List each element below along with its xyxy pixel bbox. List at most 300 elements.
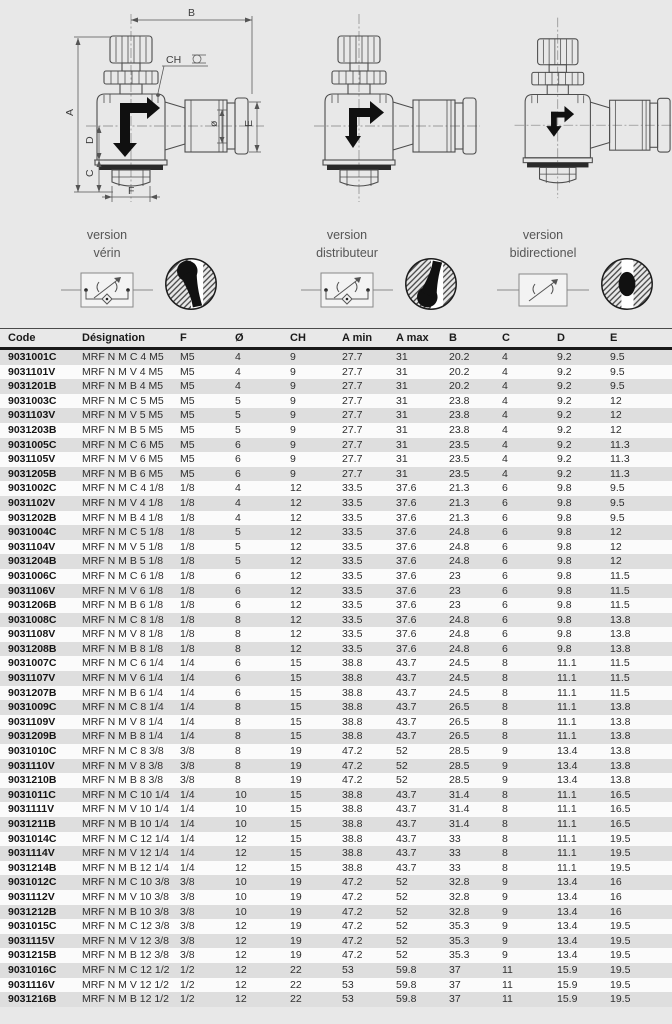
table-cell: 9031209B <box>8 730 57 743</box>
table-cell: 43.7 <box>396 832 417 845</box>
table-cell: 15 <box>290 861 302 874</box>
table-cell: 27.7 <box>342 409 363 422</box>
table-cell: 22 <box>290 978 302 991</box>
table-cell: 1/4 <box>180 730 195 743</box>
table-cell: 9031216B <box>8 993 57 1006</box>
table-cell: 31.4 <box>449 803 470 816</box>
table-cell: 15 <box>290 818 302 830</box>
table-cell: 11.3 <box>610 467 630 480</box>
table-cell: 13.4 <box>557 934 578 947</box>
table-cell: 15.9 <box>557 978 578 991</box>
table-cell: 1/8 <box>180 584 195 597</box>
table-cell: 4 <box>502 438 508 451</box>
table-cell: 3/8 <box>180 934 195 947</box>
table-cell: 4 <box>502 409 508 422</box>
table-cell: 59.8 <box>396 978 417 991</box>
col-header-c: C <box>502 329 557 349</box>
table-cell: 9031106V <box>8 584 56 597</box>
table-cell: 11.1 <box>557 803 577 816</box>
dim-c <box>84 160 102 192</box>
table-cell: 8 <box>502 715 508 728</box>
table-cell: 11.1 <box>557 672 577 685</box>
table-cell: 16 <box>610 890 622 903</box>
table-cell: 27.7 <box>342 380 363 393</box>
table-cell: MRF N M B 8 3/8 <box>82 774 164 787</box>
table-cell: 11.5 <box>610 584 630 597</box>
table-cell: 31 <box>396 423 408 436</box>
table-cell: 31.4 <box>449 788 470 801</box>
table-cell: MRF N M B 12 1/2 <box>82 993 169 1006</box>
table-cell: MRF N M C 4 1/8 <box>82 482 164 495</box>
table-cell: 9.2 <box>557 380 572 393</box>
table-cell: 43.7 <box>396 818 417 830</box>
table-cell: 1/4 <box>180 803 195 816</box>
table-cell: 8 <box>502 803 508 816</box>
table-cell: MRF N M B 12 3/8 <box>82 949 169 962</box>
table-cell: 8 <box>235 715 241 728</box>
table-cell: 15.9 <box>557 993 578 1006</box>
table-cell: 3/8 <box>180 949 195 962</box>
table-cell: 9.8 <box>557 540 572 553</box>
table-cell: 10 <box>235 788 247 801</box>
table-cell: 6 <box>235 584 241 597</box>
table-cell: 11 <box>502 978 513 991</box>
table-cell: 37.6 <box>396 628 417 641</box>
table-cell: 9031005C <box>8 438 57 451</box>
section-view-verin-icon <box>163 256 219 312</box>
table-cell: MRF N M B 8 1/8 <box>82 642 164 655</box>
table-cell: 9031115V <box>8 934 55 947</box>
table-cell: 19.5 <box>610 847 631 860</box>
dim-f <box>102 185 160 202</box>
table-cell: 12 <box>610 526 622 539</box>
table-cell: 9031003C <box>8 394 57 407</box>
table-cell: 1/8 <box>180 540 195 553</box>
table-cell: 16.5 <box>610 818 631 830</box>
table-cell: 9.8 <box>557 496 572 509</box>
table-cell: M5 <box>180 423 195 436</box>
table-cell: 43.7 <box>396 686 417 699</box>
table-row <box>0 861 672 876</box>
table-cell: 1/8 <box>180 555 195 568</box>
table-cell: 38.8 <box>342 803 363 816</box>
dim-diameter <box>208 110 227 143</box>
table-cell: 13.4 <box>557 745 578 758</box>
svg-text:F: F <box>128 185 135 197</box>
table-cell: 9 <box>290 394 296 407</box>
table-cell: 47.2 <box>342 949 363 962</box>
table-cell: 8 <box>235 730 241 743</box>
table-cell: 9031201B <box>8 380 57 393</box>
table-cell: MRF N M V 8 3/8 <box>82 759 164 772</box>
table-cell: 4 <box>502 365 508 378</box>
table-cell: 52 <box>396 934 408 947</box>
table-cell: MRF N M V 12 1/4 <box>82 847 169 860</box>
table-cell: 6 <box>235 672 241 685</box>
version-distributeur-label: version distributeur <box>316 227 378 260</box>
table-cell: 9 <box>502 890 508 903</box>
table-cell: 9.5 <box>610 380 625 393</box>
table-cell: 19 <box>290 759 302 772</box>
table-cell: 22 <box>290 963 302 976</box>
table-cell: 8 <box>502 686 508 699</box>
table-cell: 13.4 <box>557 949 578 962</box>
table-row <box>0 759 672 774</box>
table-cell: 23.5 <box>449 438 470 451</box>
table-cell: 53 <box>342 978 354 991</box>
table-cell: 19 <box>290 890 302 903</box>
table-cell: 16.5 <box>610 803 631 816</box>
dim-b <box>131 7 252 94</box>
table-cell: 43.7 <box>396 847 417 860</box>
table-cell: 9031002C <box>8 482 57 495</box>
table-cell: 11.1 <box>557 686 577 699</box>
table-cell: 3/8 <box>180 890 195 903</box>
table-cell: 53 <box>342 993 354 1006</box>
table-cell: 10 <box>235 890 247 903</box>
table-cell: 19 <box>290 934 302 947</box>
table-row <box>0 948 672 963</box>
table-cell: 21.3 <box>449 482 470 495</box>
table-cell: 9.5 <box>610 365 625 378</box>
table-cell: 13.8 <box>610 628 631 641</box>
table-cell: 27.7 <box>342 423 363 436</box>
dim-e <box>243 102 261 152</box>
table-cell: 9031103V <box>8 409 56 422</box>
table-cell: 37 <box>449 963 461 976</box>
table-cell: 12 <box>235 949 247 962</box>
table-cell: 1/8 <box>180 628 195 641</box>
table-cell: 8 <box>502 701 508 714</box>
table-cell: 9031206B <box>8 599 57 612</box>
table-cell: M5 <box>180 394 195 407</box>
table-cell: 8 <box>502 832 508 845</box>
table-cell: 33.5 <box>342 540 363 553</box>
table-cell: 9 <box>502 876 508 889</box>
table-cell: MRF N M C 5 M5 <box>82 394 164 407</box>
table-cell: 15 <box>290 701 302 714</box>
table-cell: 9031108V <box>8 628 56 641</box>
table-cell: 1/8 <box>180 569 195 582</box>
table-cell: 31 <box>396 453 408 466</box>
version-verin-label: version vérin <box>86 227 128 260</box>
table-cell: 52 <box>396 890 408 903</box>
table-row <box>0 452 672 467</box>
table-cell: 47.2 <box>342 920 363 933</box>
table-cell: 11.5 <box>610 599 630 612</box>
table-cell: 9031011C <box>8 788 56 801</box>
table-row <box>0 832 672 847</box>
table-cell: 12 <box>290 496 302 509</box>
table-row <box>0 349 672 365</box>
table-cell: M5 <box>180 351 195 363</box>
table-cell: MRF N M V 6 M5 <box>82 453 164 466</box>
table-cell: 8 <box>502 730 508 743</box>
table-cell: 9031015C <box>8 920 57 933</box>
table-cell: 59.8 <box>396 963 417 976</box>
table-cell: 9 <box>290 365 296 378</box>
table-cell: 6 <box>235 467 241 480</box>
table-cell: 15 <box>290 715 302 728</box>
table-cell: M5 <box>180 438 195 451</box>
table-cell: MRF N M V 10 3/8 <box>82 890 169 903</box>
table-cell: 9031210B <box>8 774 57 787</box>
table-cell: 6 <box>502 599 508 612</box>
version-bidirectionel <box>480 212 672 312</box>
table-cell: 8 <box>502 672 508 685</box>
table-cell: 24.8 <box>449 526 470 539</box>
table-cell: 12 <box>235 934 247 947</box>
table-cell: 10 <box>235 803 247 816</box>
table-cell: 33 <box>449 847 461 860</box>
table-cell: 32.8 <box>449 905 470 918</box>
table-cell: 9 <box>502 949 508 962</box>
table-cell: 37.6 <box>396 482 417 495</box>
table-cell: 13.4 <box>557 774 578 787</box>
table-row <box>0 700 672 715</box>
table-row <box>0 379 672 394</box>
flow-arrow-down-icon <box>113 97 160 157</box>
table-cell: 10 <box>235 876 247 889</box>
table-cell: 5 <box>235 394 241 407</box>
table-cell: 9031004C <box>8 526 57 539</box>
table-cell: 9031014C <box>8 832 57 845</box>
drawing-bidirectionel <box>480 6 672 208</box>
table-cell: 24.8 <box>449 613 470 626</box>
table-cell: 19 <box>290 876 302 889</box>
table-cell: 9.8 <box>557 526 572 539</box>
table-cell: 9031101V <box>8 365 56 378</box>
table-cell: 20.2 <box>449 351 470 363</box>
table-cell: 33.5 <box>342 599 363 612</box>
table-cell: 52 <box>396 759 408 772</box>
table-cell: 22 <box>290 993 302 1006</box>
table-cell: 9.2 <box>557 438 572 451</box>
table-cell: 33.5 <box>342 482 363 495</box>
table-cell: MRF N M V 6 1/4 <box>82 672 164 685</box>
table-cell: 6 <box>235 599 241 612</box>
table-row <box>0 613 672 628</box>
table-row <box>0 671 672 686</box>
table-cell: 8 <box>502 847 508 860</box>
table-cell: 43.7 <box>396 803 417 816</box>
table-cell: 12 <box>610 555 622 568</box>
table-body <box>0 349 672 1007</box>
table-cell: 6 <box>502 584 508 597</box>
table-row <box>0 963 672 978</box>
table-cell: 12 <box>290 569 302 582</box>
col-header-designation: Désignation <box>82 329 180 349</box>
table-cell: 23.5 <box>449 467 470 480</box>
table-cell: 38.8 <box>342 847 363 860</box>
table-cell: MRF N M B 10 3/8 <box>82 905 169 918</box>
table-cell: 38.8 <box>342 832 363 845</box>
table-cell: 1/8 <box>180 599 195 612</box>
col-header-a-min: A min <box>342 329 396 349</box>
table-cell: 3/8 <box>180 759 195 772</box>
col-header-diameter: Ø <box>235 329 290 349</box>
table-cell: 9 <box>502 905 508 918</box>
table-cell: 38.8 <box>342 701 363 714</box>
table-cell: MRF N M B 12 1/4 <box>82 861 169 874</box>
col-header-ch: CH <box>290 329 342 349</box>
table-row <box>0 978 672 993</box>
table-cell: MRF N M C 8 1/8 <box>82 613 164 626</box>
table-cell: 52 <box>396 774 408 787</box>
table-cell: 26.5 <box>449 715 470 728</box>
table-cell: 37.6 <box>396 613 417 626</box>
table-cell: 11.5 <box>610 672 630 685</box>
table-cell: MRF N M C 10 3/8 <box>82 876 170 889</box>
table-cell: MRF N M B 4 1/8 <box>82 511 164 524</box>
table-cell: 11.1 <box>557 847 577 860</box>
table-cell: 19 <box>290 774 302 787</box>
table-cell: 1/2 <box>180 978 195 991</box>
table-cell: 13.4 <box>557 905 578 918</box>
table-cell: MRF N M C 6 1/8 <box>82 569 164 582</box>
table-cell: 31 <box>396 409 408 422</box>
table-cell: 11 <box>502 993 513 1006</box>
table-cell: 37.6 <box>396 599 417 612</box>
table-cell: 1/4 <box>180 788 195 801</box>
table-row <box>0 905 672 920</box>
table-cell: 28.5 <box>449 745 470 758</box>
table-cell: 5 <box>235 526 241 539</box>
table-cell: 8 <box>502 818 508 830</box>
table-cell: 1/8 <box>180 496 195 509</box>
table-cell: 24.8 <box>449 540 470 553</box>
table-cell: 11.1 <box>557 715 577 728</box>
table-cell: 21.3 <box>449 511 470 524</box>
table-cell: MRF N M C 8 3/8 <box>82 745 164 758</box>
table-cell: 19 <box>290 920 302 933</box>
table-row <box>0 919 672 934</box>
flow-arrow-right-icon <box>345 101 384 148</box>
table-cell: 19.5 <box>610 934 631 947</box>
table-cell: 13.8 <box>610 701 631 714</box>
table-cell: 23 <box>449 599 461 612</box>
table-cell: 9.2 <box>557 351 572 363</box>
table-cell: 4 <box>502 423 508 436</box>
table-cell: 33.5 <box>342 584 363 597</box>
table-cell: 13.8 <box>610 745 631 758</box>
table-cell: 33.5 <box>342 511 363 524</box>
table-cell: 1/2 <box>180 963 195 976</box>
svg-text:D: D <box>84 136 96 144</box>
table-cell: 6 <box>235 657 241 670</box>
table-cell: 12 <box>290 511 302 524</box>
table-cell: 43.7 <box>396 788 417 801</box>
table-cell: 1/4 <box>180 672 195 685</box>
table-cell: 27.7 <box>342 351 363 363</box>
table-cell: MRF N M V 10 1/4 <box>82 803 169 816</box>
table-cell: 1/8 <box>180 642 195 655</box>
table-cell: 12 <box>290 555 302 568</box>
table-row <box>0 788 672 803</box>
technical-drawings <box>0 0 672 208</box>
table-cell: M5 <box>180 409 195 422</box>
section-view-bidirectionel-icon <box>599 256 655 312</box>
table-cell: 9 <box>290 423 296 436</box>
table-cell: 37.6 <box>396 555 417 568</box>
table-row <box>0 890 672 905</box>
table-cell: 52 <box>396 920 408 933</box>
table-cell: 12 <box>610 394 622 407</box>
table-cell: 4 <box>502 453 508 466</box>
table-cell: 9031204B <box>8 555 57 568</box>
table-cell: 32.8 <box>449 890 470 903</box>
table-cell: 12 <box>290 540 302 553</box>
table-cell: 9.5 <box>610 482 625 495</box>
table-cell: 26.5 <box>449 701 470 714</box>
table-cell: 31 <box>396 394 408 407</box>
table-cell: 9.8 <box>557 599 572 612</box>
table-cell: 9031203B <box>8 423 57 436</box>
table-cell: MRF N M C 5 1/8 <box>82 526 164 539</box>
table-cell: 23 <box>449 569 461 582</box>
table-cell: 12 <box>290 482 302 495</box>
table-cell: 9031016C <box>8 963 57 976</box>
table-row <box>0 554 672 569</box>
table-row <box>0 394 672 409</box>
table-cell: 9.8 <box>557 642 572 655</box>
table-cell: 24.5 <box>449 686 470 699</box>
table-row <box>0 481 672 496</box>
version-verin <box>0 212 280 312</box>
table-cell: 28.5 <box>449 774 470 787</box>
table-row <box>0 423 672 438</box>
table-cell: 19 <box>290 949 302 962</box>
table-cell: 33.5 <box>342 496 363 509</box>
table-cell: 6 <box>235 569 241 582</box>
table-cell: 3/8 <box>180 745 195 758</box>
table-cell: 27.7 <box>342 453 363 466</box>
table-cell: 20.2 <box>449 365 470 378</box>
table-cell: MRF N M C 12 1/4 <box>82 832 170 845</box>
table-cell: MRF N M C 4 M5 <box>82 351 164 363</box>
table-cell: 8 <box>502 788 508 801</box>
table-cell: 9031202B <box>8 511 57 524</box>
table-cell: 4 <box>235 482 241 495</box>
table-cell: 4 <box>235 365 241 378</box>
table-cell: MRF N M V 6 1/8 <box>82 584 164 597</box>
table-cell: 12 <box>290 584 302 597</box>
table-cell: 33.5 <box>342 628 363 641</box>
table-cell: 10 <box>235 905 247 918</box>
table-cell: 6 <box>502 642 508 655</box>
table-cell: 9 <box>290 351 296 363</box>
svg-text:C: C <box>84 169 96 177</box>
table-cell: 6 <box>235 438 241 451</box>
svg-text:CH: CH <box>166 54 182 66</box>
table-cell: 19.5 <box>610 920 631 933</box>
table-cell: 37.6 <box>396 569 417 582</box>
table-header-row <box>0 329 672 349</box>
table-cell: 9 <box>502 934 508 947</box>
table-cell: 31.4 <box>449 818 470 830</box>
table-cell: 24.5 <box>449 672 470 685</box>
table-cell: MRF N M B 5 1/8 <box>82 555 164 568</box>
table-cell: 13.4 <box>557 759 578 772</box>
table-cell: 6 <box>502 569 508 582</box>
table-cell: 12 <box>290 613 302 626</box>
table-cell: 8 <box>502 861 508 874</box>
table-cell: 9 <box>290 438 296 451</box>
table-cell: 19.5 <box>610 963 631 976</box>
svg-text:A: A <box>64 108 76 116</box>
table-cell: 1/8 <box>180 613 195 626</box>
table-cell: 47.2 <box>342 876 363 889</box>
